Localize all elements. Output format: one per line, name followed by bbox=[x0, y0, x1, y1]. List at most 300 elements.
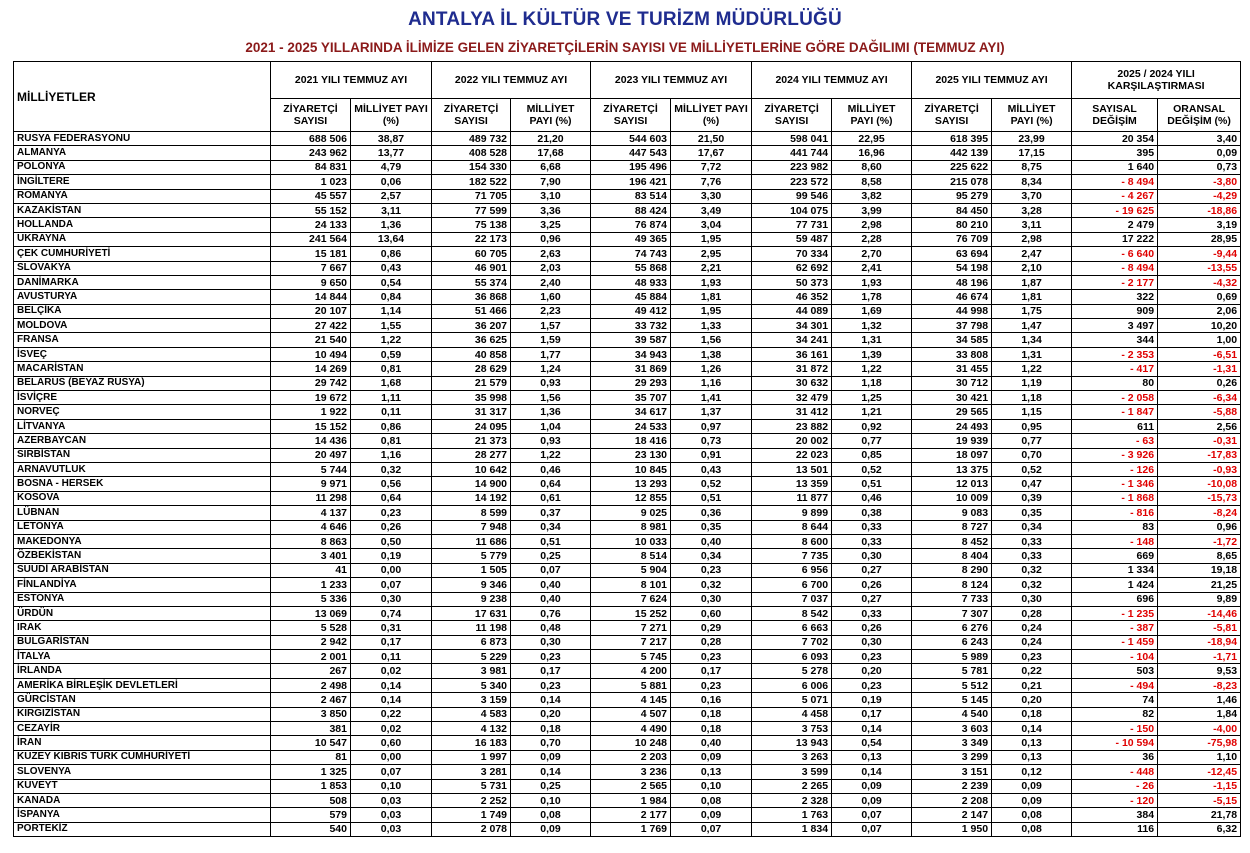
relative-change-cell: -15,73 bbox=[1158, 491, 1241, 505]
visitors-2023-cell: 7 217 bbox=[591, 635, 671, 649]
nationality-cell: NORVEÇ bbox=[14, 405, 271, 419]
relative-change-cell: 10,20 bbox=[1158, 319, 1241, 333]
nationality-cell: KUVEYT bbox=[14, 779, 271, 793]
visitor-count-header: ZİYARETÇİ SAYISI bbox=[912, 99, 992, 132]
visitors-2022-cell: 10 642 bbox=[432, 462, 511, 476]
visitors-2025-cell: 48 196 bbox=[912, 275, 992, 289]
nationality-cell: ÜRDÜN bbox=[14, 606, 271, 620]
share-2025-cell: 2,10 bbox=[992, 261, 1072, 275]
year-header-2025: 2025 YILI TEMMUZ AYI bbox=[912, 62, 1072, 99]
visitors-2024-cell: 598 041 bbox=[752, 132, 832, 146]
share-2025-cell: 0,52 bbox=[992, 462, 1072, 476]
share-2023-cell: 2,21 bbox=[671, 261, 752, 275]
share-2021-cell: 1,36 bbox=[351, 218, 432, 232]
share-2023-cell: 1,16 bbox=[671, 376, 752, 390]
share-2022-cell: 0,48 bbox=[511, 621, 591, 635]
absolute-change-cell: - 6 640 bbox=[1072, 247, 1158, 261]
share-2025-cell: 0,08 bbox=[992, 808, 1072, 822]
visitors-2025-cell: 5 512 bbox=[912, 678, 992, 692]
visitors-2025-cell: 33 808 bbox=[912, 347, 992, 361]
visitors-2024-cell: 34 241 bbox=[752, 333, 832, 347]
table-row bbox=[14, 347, 1241, 361]
table-row bbox=[14, 261, 1241, 275]
share-header: MİLLİYET PAYI (%) bbox=[351, 99, 432, 132]
visitors-2024-cell: 6 700 bbox=[752, 578, 832, 592]
visitors-2025-cell: 44 998 bbox=[912, 304, 992, 318]
absolute-change-cell: 116 bbox=[1072, 822, 1158, 836]
relative-change-cell: -10,08 bbox=[1158, 477, 1241, 491]
visitor-count-header: ZİYARETÇİ SAYISI bbox=[271, 99, 351, 132]
share-2025-cell: 0,13 bbox=[992, 736, 1072, 750]
visitors-2023-cell: 9 025 bbox=[591, 506, 671, 520]
share-2024-cell: 1,39 bbox=[832, 347, 912, 361]
table-row bbox=[14, 808, 1241, 822]
share-2022-cell: 1,59 bbox=[511, 333, 591, 347]
share-2024-cell: 0,20 bbox=[832, 664, 912, 678]
share-2023-cell: 0,40 bbox=[671, 534, 752, 548]
visitors-2023-cell: 5 904 bbox=[591, 563, 671, 577]
visitors-2025-cell: 215 078 bbox=[912, 175, 992, 189]
share-2025-cell: 0,09 bbox=[992, 793, 1072, 807]
visitors-2025-cell: 7 307 bbox=[912, 606, 992, 620]
visitors-2022-cell: 5 731 bbox=[432, 779, 511, 793]
visitors-2023-cell: 2 565 bbox=[591, 779, 671, 793]
visitors-2023-cell: 5 881 bbox=[591, 678, 671, 692]
share-2021-cell: 1,55 bbox=[351, 319, 432, 333]
table-row bbox=[14, 793, 1241, 807]
share-2024-cell: 1,18 bbox=[832, 376, 912, 390]
relative-change-cell: 6,32 bbox=[1158, 822, 1241, 836]
visitors-2025-cell: 5 145 bbox=[912, 693, 992, 707]
visitors-2021-cell: 2 498 bbox=[271, 678, 351, 692]
visitors-2024-cell: 3 263 bbox=[752, 750, 832, 764]
absolute-change-cell: - 417 bbox=[1072, 362, 1158, 376]
visitors-2021-cell: 24 133 bbox=[271, 218, 351, 232]
share-2022-cell: 1,04 bbox=[511, 419, 591, 433]
share-2021-cell: 0,14 bbox=[351, 693, 432, 707]
share-2024-cell: 8,58 bbox=[832, 175, 912, 189]
share-2025-cell: 0,12 bbox=[992, 765, 1072, 779]
visitors-2025-cell: 24 493 bbox=[912, 419, 992, 433]
nationality-cell: İSVİÇRE bbox=[14, 391, 271, 405]
share-2025-cell: 1,47 bbox=[992, 319, 1072, 333]
share-2022-cell: 0,07 bbox=[511, 563, 591, 577]
absolute-change-cell: - 3 926 bbox=[1072, 448, 1158, 462]
visitors-2024-cell: 70 334 bbox=[752, 247, 832, 261]
absolute-change-cell: 322 bbox=[1072, 290, 1158, 304]
share-2023-cell: 0,09 bbox=[671, 750, 752, 764]
share-2024-cell: 1,21 bbox=[832, 405, 912, 419]
nationality-cell: İSVEÇ bbox=[14, 347, 271, 361]
share-2021-cell: 0,14 bbox=[351, 678, 432, 692]
share-2023-cell: 1,93 bbox=[671, 275, 752, 289]
nationality-cell: AMERİKA BİRLEŞİK DEVLETLERİ bbox=[14, 678, 271, 692]
relative-change-cell: 3,19 bbox=[1158, 218, 1241, 232]
visitors-2024-cell: 6 093 bbox=[752, 650, 832, 664]
table-row bbox=[14, 232, 1241, 246]
absolute-change-cell: - 26 bbox=[1072, 779, 1158, 793]
visitors-2022-cell: 51 466 bbox=[432, 304, 511, 318]
visitors-2023-cell: 39 587 bbox=[591, 333, 671, 347]
relative-change-cell: 19,18 bbox=[1158, 563, 1241, 577]
visitors-2021-cell: 1 233 bbox=[271, 578, 351, 592]
visitors-2023-cell: 447 543 bbox=[591, 146, 671, 160]
table-row bbox=[14, 650, 1241, 664]
share-2025-cell: 0,47 bbox=[992, 477, 1072, 491]
visitors-2024-cell: 34 301 bbox=[752, 319, 832, 333]
nationality-cell: BELARUS (BEYAZ RUSYA) bbox=[14, 376, 271, 390]
share-2023-cell: 0,73 bbox=[671, 434, 752, 448]
visitors-2025-cell: 29 565 bbox=[912, 405, 992, 419]
table-row bbox=[14, 160, 1241, 174]
relative-change-cell: 9,53 bbox=[1158, 664, 1241, 678]
absolute-change-cell: - 8 494 bbox=[1072, 261, 1158, 275]
share-2025-cell: 0,09 bbox=[992, 779, 1072, 793]
visitors-2024-cell: 13 943 bbox=[752, 736, 832, 750]
visitors-2021-cell: 243 962 bbox=[271, 146, 351, 160]
visitors-2023-cell: 3 236 bbox=[591, 765, 671, 779]
visitors-2021-cell: 3 401 bbox=[271, 549, 351, 563]
share-2022-cell: 2,63 bbox=[511, 247, 591, 261]
share-2021-cell: 0,32 bbox=[351, 462, 432, 476]
visitors-2024-cell: 8 542 bbox=[752, 606, 832, 620]
visitors-2023-cell: 55 868 bbox=[591, 261, 671, 275]
visitors-2024-cell: 22 023 bbox=[752, 448, 832, 462]
nationality-cell: GÜRCİSTAN bbox=[14, 693, 271, 707]
absolute-change-cell: - 448 bbox=[1072, 765, 1158, 779]
relative-change-cell: 8,65 bbox=[1158, 549, 1241, 563]
visitors-2022-cell: 3 281 bbox=[432, 765, 511, 779]
share-2025-cell: 0,34 bbox=[992, 520, 1072, 534]
visitors-2023-cell: 4 507 bbox=[591, 707, 671, 721]
relative-change-cell: -6,51 bbox=[1158, 347, 1241, 361]
absolute-change-cell: - 8 494 bbox=[1072, 175, 1158, 189]
visitors-2024-cell: 3 599 bbox=[752, 765, 832, 779]
visitors-2021-cell: 381 bbox=[271, 722, 351, 736]
visitors-2025-cell: 31 455 bbox=[912, 362, 992, 376]
share-2025-cell: 0,08 bbox=[992, 822, 1072, 836]
relative-change-cell: 9,89 bbox=[1158, 592, 1241, 606]
nationality-cell: ESTONYA bbox=[14, 592, 271, 606]
absolute-change-cell: 503 bbox=[1072, 664, 1158, 678]
visitors-2022-cell: 5 340 bbox=[432, 678, 511, 692]
share-2021-cell: 0,19 bbox=[351, 549, 432, 563]
visitors-2025-cell: 37 798 bbox=[912, 319, 992, 333]
absolute-change-cell: - 150 bbox=[1072, 722, 1158, 736]
visitors-2022-cell: 1 997 bbox=[432, 750, 511, 764]
share-2025-cell: 0,35 bbox=[992, 506, 1072, 520]
share-2022-cell: 1,56 bbox=[511, 391, 591, 405]
visitors-2022-cell: 35 998 bbox=[432, 391, 511, 405]
visitors-2024-cell: 77 731 bbox=[752, 218, 832, 232]
report-title: ANTALYA İL KÜLTÜR VE TURİZM MÜDÜRLÜĞÜ bbox=[408, 9, 842, 30]
visitors-2023-cell: 195 496 bbox=[591, 160, 671, 174]
share-2023-cell: 1,95 bbox=[671, 232, 752, 246]
visitors-2025-cell: 46 674 bbox=[912, 290, 992, 304]
share-2024-cell: 1,31 bbox=[832, 333, 912, 347]
share-header: MİLLİYET PAYI (%) bbox=[671, 99, 752, 132]
visitors-2024-cell: 4 458 bbox=[752, 707, 832, 721]
share-2025-cell: 0,21 bbox=[992, 678, 1072, 692]
absolute-change-cell: 83 bbox=[1072, 520, 1158, 534]
share-2021-cell: 13,77 bbox=[351, 146, 432, 160]
visitors-2022-cell: 489 732 bbox=[432, 132, 511, 146]
share-2024-cell: 0,13 bbox=[832, 750, 912, 764]
absolute-change-cell: - 1 346 bbox=[1072, 477, 1158, 491]
absolute-change-cell: - 1 459 bbox=[1072, 635, 1158, 649]
share-2024-cell: 1,32 bbox=[832, 319, 912, 333]
visitors-2025-cell: 12 013 bbox=[912, 477, 992, 491]
share-2025-cell: 1,34 bbox=[992, 333, 1072, 347]
share-2022-cell: 0,70 bbox=[511, 736, 591, 750]
share-2021-cell: 0,86 bbox=[351, 419, 432, 433]
share-2025-cell: 0,33 bbox=[992, 549, 1072, 563]
visitors-2023-cell: 34 617 bbox=[591, 405, 671, 419]
table-row bbox=[14, 491, 1241, 505]
absolute-change-cell: 1 334 bbox=[1072, 563, 1158, 577]
share-2023-cell: 1,81 bbox=[671, 290, 752, 304]
relative-change-cell: -0,93 bbox=[1158, 462, 1241, 476]
share-2023-cell: 3,04 bbox=[671, 218, 752, 232]
visitors-2024-cell: 1 763 bbox=[752, 808, 832, 822]
share-2023-cell: 0,35 bbox=[671, 520, 752, 534]
share-2023-cell: 0,40 bbox=[671, 736, 752, 750]
visitors-2024-cell: 23 882 bbox=[752, 419, 832, 433]
visitors-2024-cell: 5 278 bbox=[752, 664, 832, 678]
share-2025-cell: 0,77 bbox=[992, 434, 1072, 448]
year-header-2023: 2023 YILI TEMMUZ AYI bbox=[591, 62, 752, 99]
visitors-2021-cell: 11 298 bbox=[271, 491, 351, 505]
share-2024-cell: 0,14 bbox=[832, 765, 912, 779]
share-2021-cell: 0,56 bbox=[351, 477, 432, 491]
share-2021-cell: 0,11 bbox=[351, 405, 432, 419]
table-row bbox=[14, 750, 1241, 764]
visitors-2022-cell: 36 207 bbox=[432, 319, 511, 333]
visitors-2022-cell: 2 252 bbox=[432, 793, 511, 807]
visitors-2024-cell: 7 037 bbox=[752, 592, 832, 606]
absolute-change-cell: - 63 bbox=[1072, 434, 1158, 448]
share-2021-cell: 0,17 bbox=[351, 635, 432, 649]
relative-change-cell: -1,15 bbox=[1158, 779, 1241, 793]
share-2025-cell: 0,24 bbox=[992, 621, 1072, 635]
share-2022-cell: 0,40 bbox=[511, 578, 591, 592]
visitors-2024-cell: 441 744 bbox=[752, 146, 832, 160]
visitors-2022-cell: 4 583 bbox=[432, 707, 511, 721]
share-2022-cell: 17,68 bbox=[511, 146, 591, 160]
visitors-2023-cell: 18 416 bbox=[591, 434, 671, 448]
share-2025-cell: 8,34 bbox=[992, 175, 1072, 189]
visitors-2021-cell: 1 325 bbox=[271, 765, 351, 779]
visitors-2021-cell: 9 971 bbox=[271, 477, 351, 491]
table-row bbox=[14, 189, 1241, 203]
share-2022-cell: 2,03 bbox=[511, 261, 591, 275]
absolute-change-cell: 696 bbox=[1072, 592, 1158, 606]
visitors-2021-cell: 3 850 bbox=[271, 707, 351, 721]
visitors-2023-cell: 8 514 bbox=[591, 549, 671, 563]
share-2025-cell: 1,75 bbox=[992, 304, 1072, 318]
relative-change-cell: 1,84 bbox=[1158, 707, 1241, 721]
absolute-change-cell: 36 bbox=[1072, 750, 1158, 764]
table-row bbox=[14, 635, 1241, 649]
share-2023-cell: 7,72 bbox=[671, 160, 752, 174]
share-2023-cell: 0,30 bbox=[671, 592, 752, 606]
share-2024-cell: 2,41 bbox=[832, 261, 912, 275]
share-2024-cell: 0,33 bbox=[832, 520, 912, 534]
visitors-2024-cell: 32 479 bbox=[752, 391, 832, 405]
share-2021-cell: 3,11 bbox=[351, 203, 432, 217]
visitors-2021-cell: 15 181 bbox=[271, 247, 351, 261]
share-2022-cell: 0,14 bbox=[511, 693, 591, 707]
share-2024-cell: 0,51 bbox=[832, 477, 912, 491]
visitors-2021-cell: 20 107 bbox=[271, 304, 351, 318]
relative-change-cell: 3,40 bbox=[1158, 132, 1241, 146]
nationality-cell: SLOVENYA bbox=[14, 765, 271, 779]
share-2021-cell: 0,07 bbox=[351, 765, 432, 779]
visitors-2024-cell: 2 265 bbox=[752, 779, 832, 793]
table-row bbox=[14, 664, 1241, 678]
share-2024-cell: 0,85 bbox=[832, 448, 912, 462]
nationality-cell: ARNAVUTLUK bbox=[14, 462, 271, 476]
visitors-2024-cell: 44 089 bbox=[752, 304, 832, 318]
table-body bbox=[14, 132, 1241, 837]
visitors-2024-cell: 223 982 bbox=[752, 160, 832, 174]
visitors-2022-cell: 21 579 bbox=[432, 376, 511, 390]
table-row bbox=[14, 434, 1241, 448]
share-2024-cell: 0,23 bbox=[832, 678, 912, 692]
visitors-2024-cell: 7 735 bbox=[752, 549, 832, 563]
visitors-2023-cell: 5 745 bbox=[591, 650, 671, 664]
nationality-cell: AVUSTURYA bbox=[14, 290, 271, 304]
nationality-cell: IRAK bbox=[14, 621, 271, 635]
relative-change-cell: -6,34 bbox=[1158, 391, 1241, 405]
absolute-change-cell: - 10 594 bbox=[1072, 736, 1158, 750]
table-row bbox=[14, 765, 1241, 779]
share-2025-cell: 0,14 bbox=[992, 722, 1072, 736]
nationality-cell: HOLLANDA bbox=[14, 218, 271, 232]
nationality-cell: İTALYA bbox=[14, 650, 271, 664]
share-2023-cell: 1,38 bbox=[671, 347, 752, 361]
visitors-2021-cell: 540 bbox=[271, 822, 351, 836]
share-2021-cell: 0,06 bbox=[351, 175, 432, 189]
visitors-2022-cell: 28 277 bbox=[432, 448, 511, 462]
share-2025-cell: 23,99 bbox=[992, 132, 1072, 146]
nationality-cell: FRANSA bbox=[14, 333, 271, 347]
visitors-2025-cell: 30 712 bbox=[912, 376, 992, 390]
table-row bbox=[14, 247, 1241, 261]
visitors-2021-cell: 241 564 bbox=[271, 232, 351, 246]
share-2024-cell: 0,07 bbox=[832, 808, 912, 822]
visitors-2021-cell: 10 547 bbox=[271, 736, 351, 750]
share-2025-cell: 1,19 bbox=[992, 376, 1072, 390]
share-2024-cell: 0,23 bbox=[832, 650, 912, 664]
relative-change-cell: 28,95 bbox=[1158, 232, 1241, 246]
nationality-cell: DANİMARKA bbox=[14, 275, 271, 289]
share-2021-cell: 0,64 bbox=[351, 491, 432, 505]
visitors-2023-cell: 544 603 bbox=[591, 132, 671, 146]
share-2024-cell: 1,22 bbox=[832, 362, 912, 376]
share-2021-cell: 0,03 bbox=[351, 822, 432, 836]
share-2024-cell: 0,30 bbox=[832, 549, 912, 563]
share-2025-cell: 0,20 bbox=[992, 693, 1072, 707]
share-2022-cell: 21,20 bbox=[511, 132, 591, 146]
visitors-2023-cell: 2 177 bbox=[591, 808, 671, 822]
share-2023-cell: 0,32 bbox=[671, 578, 752, 592]
absolute-change-cell: - 1 847 bbox=[1072, 405, 1158, 419]
share-2024-cell: 8,60 bbox=[832, 160, 912, 174]
visitors-2022-cell: 36 625 bbox=[432, 333, 511, 347]
share-2024-cell: 0,17 bbox=[832, 707, 912, 721]
visitors-2022-cell: 71 705 bbox=[432, 189, 511, 203]
share-2024-cell: 0,27 bbox=[832, 563, 912, 577]
share-2025-cell: 0,30 bbox=[992, 592, 1072, 606]
visitors-2025-cell: 8 124 bbox=[912, 578, 992, 592]
share-2021-cell: 0,31 bbox=[351, 621, 432, 635]
share-2024-cell: 16,96 bbox=[832, 146, 912, 160]
table-row bbox=[14, 362, 1241, 376]
share-2024-cell: 3,82 bbox=[832, 189, 912, 203]
share-2024-cell: 0,38 bbox=[832, 506, 912, 520]
share-2022-cell: 0,46 bbox=[511, 462, 591, 476]
share-2023-cell: 1,56 bbox=[671, 333, 752, 347]
table-row bbox=[14, 606, 1241, 620]
share-2023-cell: 0,16 bbox=[671, 693, 752, 707]
visitors-2025-cell: 6 243 bbox=[912, 635, 992, 649]
share-2024-cell: 0,19 bbox=[832, 693, 912, 707]
table-row bbox=[14, 275, 1241, 289]
share-2021-cell: 0,23 bbox=[351, 506, 432, 520]
table-row bbox=[14, 304, 1241, 318]
year-header-2021: 2021 YILI TEMMUZ AYI bbox=[271, 62, 432, 99]
table-row bbox=[14, 146, 1241, 160]
visitors-2021-cell: 267 bbox=[271, 664, 351, 678]
visitors-2021-cell: 579 bbox=[271, 808, 351, 822]
visitors-2023-cell: 1 984 bbox=[591, 793, 671, 807]
nationality-cell: KIRGIZİSTAN bbox=[14, 707, 271, 721]
visitors-2025-cell: 225 622 bbox=[912, 160, 992, 174]
share-2023-cell: 3,30 bbox=[671, 189, 752, 203]
share-2024-cell: 0,30 bbox=[832, 635, 912, 649]
share-2021-cell: 0,22 bbox=[351, 707, 432, 721]
share-2022-cell: 0,93 bbox=[511, 434, 591, 448]
nationality-cell: KANADA bbox=[14, 793, 271, 807]
visitors-2023-cell: 12 855 bbox=[591, 491, 671, 505]
share-2024-cell: 0,54 bbox=[832, 736, 912, 750]
share-2022-cell: 0,23 bbox=[511, 650, 591, 664]
visitors-2022-cell: 8 599 bbox=[432, 506, 511, 520]
year-header-2022: 2022 YILI TEMMUZ AYI bbox=[432, 62, 591, 99]
share-2022-cell: 1,24 bbox=[511, 362, 591, 376]
share-2021-cell: 0,00 bbox=[351, 750, 432, 764]
visitors-2023-cell: 49 412 bbox=[591, 304, 671, 318]
share-2022-cell: 0,76 bbox=[511, 606, 591, 620]
visitors-2023-cell: 1 769 bbox=[591, 822, 671, 836]
visitors-2021-cell: 55 152 bbox=[271, 203, 351, 217]
share-2025-cell: 0,18 bbox=[992, 707, 1072, 721]
visitors-2025-cell: 80 210 bbox=[912, 218, 992, 232]
visitors-2022-cell: 16 183 bbox=[432, 736, 511, 750]
visitors-2024-cell: 20 002 bbox=[752, 434, 832, 448]
visitors-2024-cell: 50 373 bbox=[752, 275, 832, 289]
visitors-2022-cell: 17 631 bbox=[432, 606, 511, 620]
share-2023-cell: 0,97 bbox=[671, 419, 752, 433]
visitors-2025-cell: 8 727 bbox=[912, 520, 992, 534]
share-2021-cell: 0,81 bbox=[351, 362, 432, 376]
share-2021-cell: 2,57 bbox=[351, 189, 432, 203]
absolute-change-cell: 384 bbox=[1072, 808, 1158, 822]
visitors-2024-cell: 8 644 bbox=[752, 520, 832, 534]
visitors-2021-cell: 9 650 bbox=[271, 275, 351, 289]
share-2023-cell: 0,28 bbox=[671, 635, 752, 649]
